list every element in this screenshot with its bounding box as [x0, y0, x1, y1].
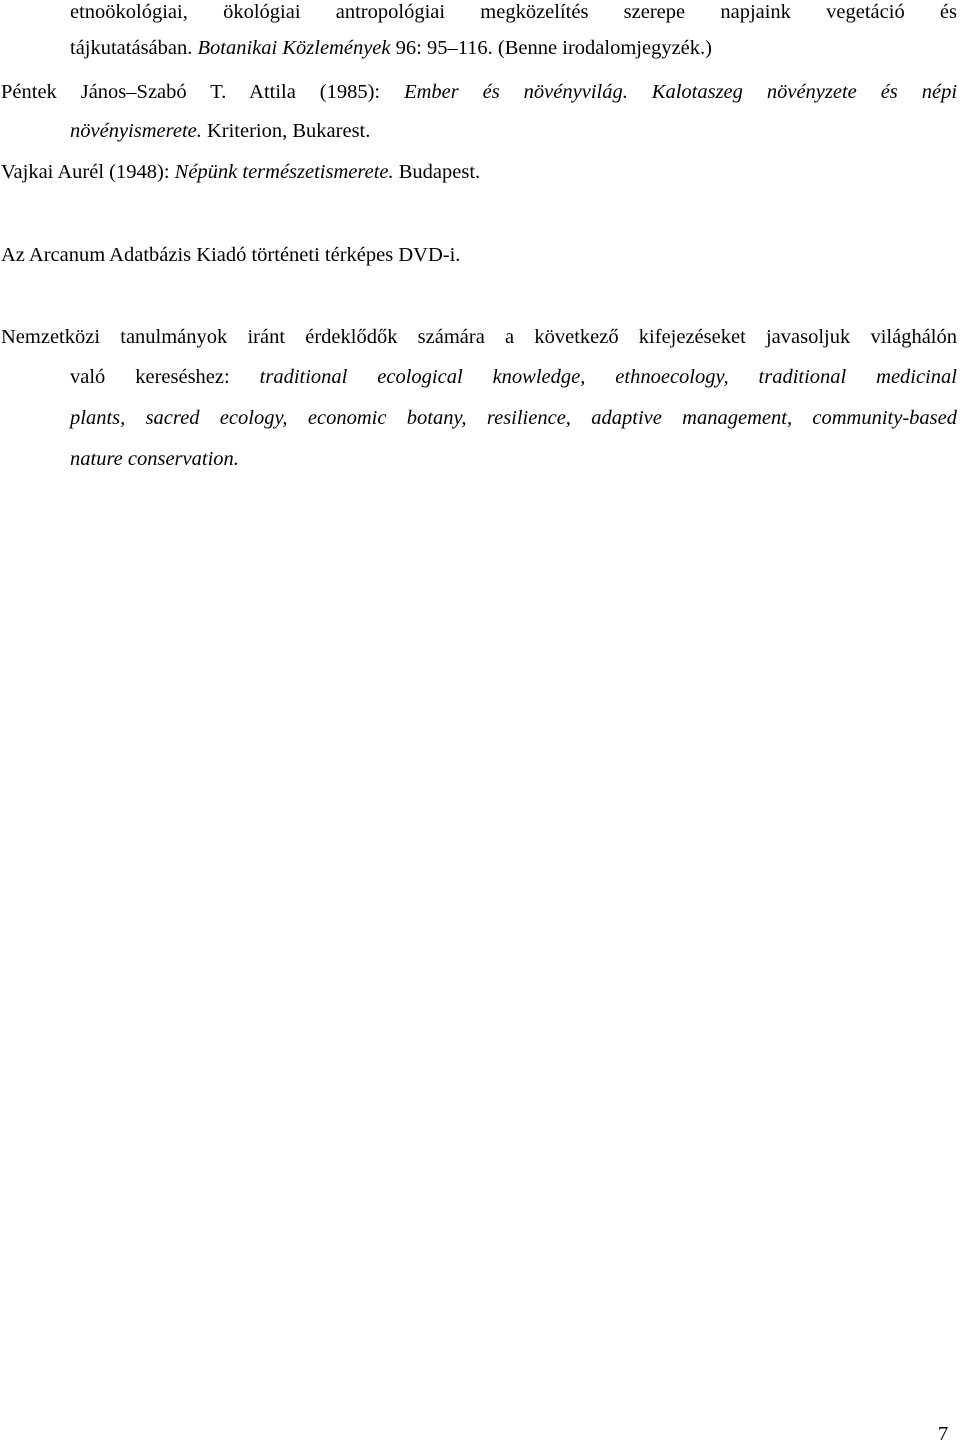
reference-vajkai [1, 160, 480, 184]
search-note-line-1: Nemzetközi tanulmányok iránt érdeklődők számára a következő kifejezéseket javasoljuk világhálón [1, 326, 957, 348]
search-terms-line-4: nature conservation. [70, 448, 239, 470]
search-terms-line-3: plants, sacred ecology, economic botany, resilience, adaptive management, community-based [70, 407, 957, 429]
publication-place: Budapest. [398, 161, 481, 183]
reference-pentek-continuation [70, 119, 370, 143]
reference-text: tájkutatásában. [70, 37, 193, 59]
book-title: Ember és növényvilág. Kalotaszeg növényzete és népi [404, 81, 958, 103]
reference-pentek [1, 80, 957, 104]
reference-authors: Péntek János–Szabó T. Attila (1985): [1, 81, 381, 103]
reference-authors: Vajkai Aurél (1948): [1, 161, 170, 183]
search-note-line-2 [70, 365, 957, 389]
reference-continuation-line: etnoökológiai, ökológiai antropológiai megközelítés szerepe napjaink vegetáció és [70, 1, 957, 23]
book-title-continuation: növényismerete. [70, 120, 202, 142]
reference-pages: 96: 95–116. (Benne irodalomjegyzék.) [395, 37, 712, 59]
search-terms: traditional ecological knowledge, ethnoecology, traditional medicinal [259, 366, 957, 388]
book-title: Népünk természetismerete. [174, 161, 394, 183]
search-note-text: való kereséshez: [70, 366, 230, 388]
publisher: Kriterion, Bukarest. [206, 120, 371, 142]
journal-title: Botanikai Közlemények [197, 37, 391, 59]
page-number: 7 [938, 1423, 949, 1445]
arcanum-note: Az Arcanum Adatbázis Kiadó történeti térképes DVD-i. [1, 244, 461, 266]
reference-continuation-line-2 [70, 36, 712, 60]
